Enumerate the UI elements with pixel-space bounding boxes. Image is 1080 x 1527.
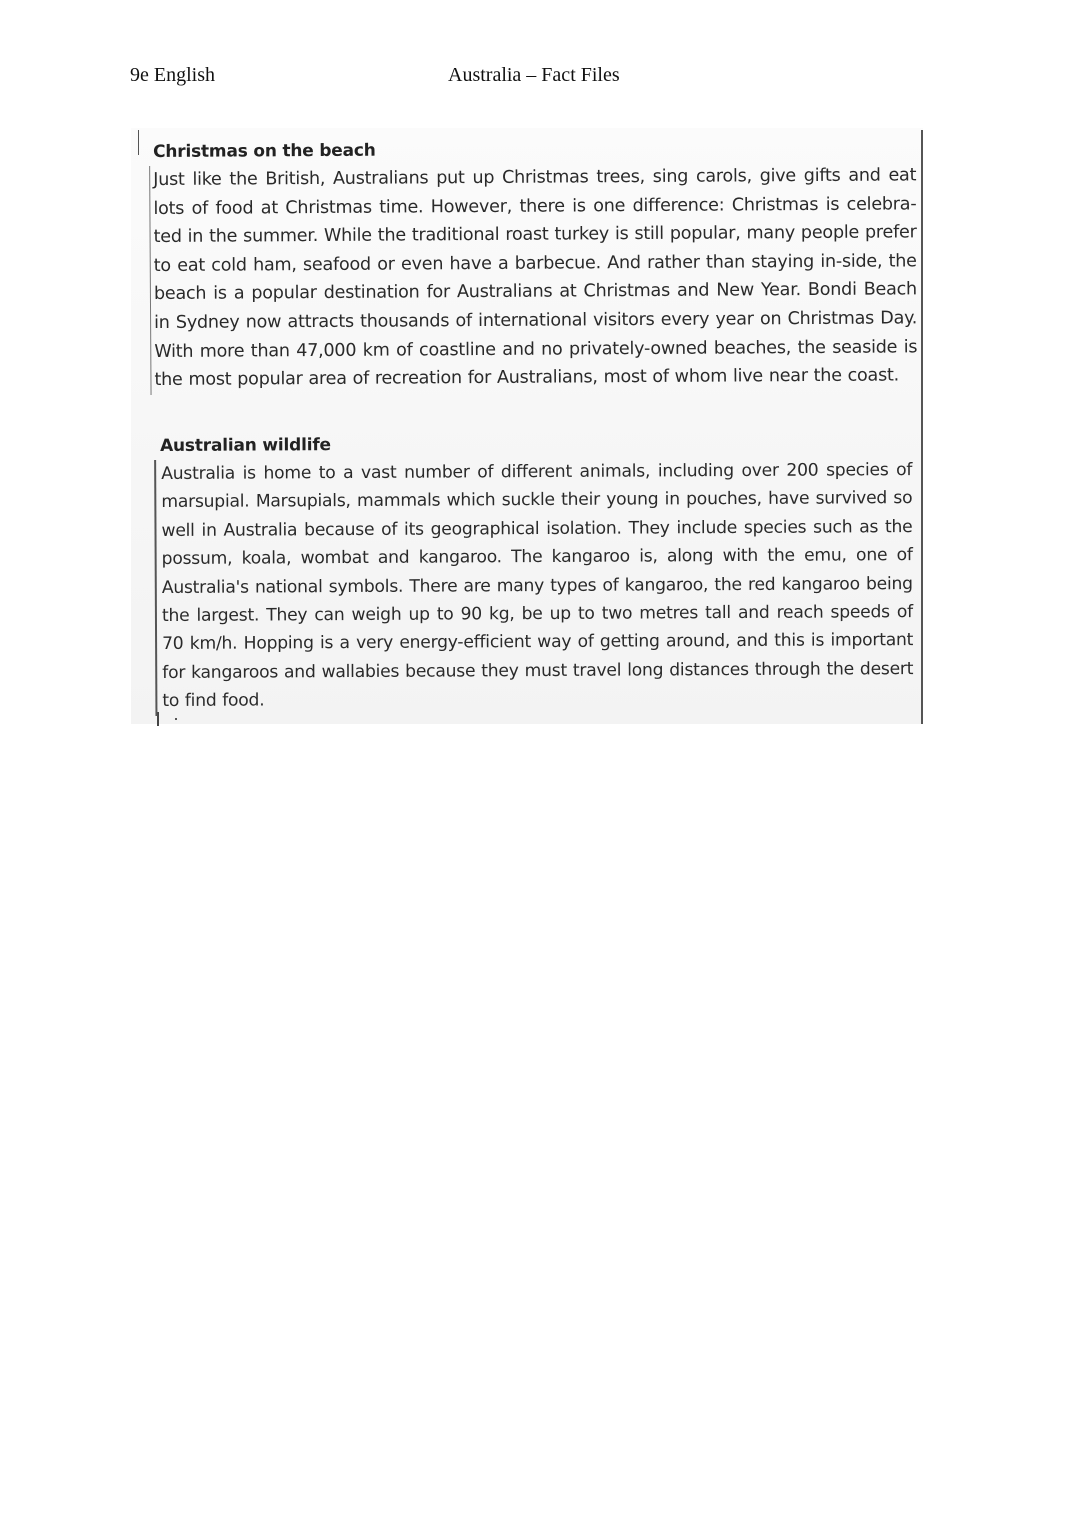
section-body: Australia is home to a vast number of different animals, including over 200 species of marsupial. Marsupials, mammals which suckle their young in pouches, have survived so well in Australia because of its geographical isolation. They include species such as the possum, koala, wombat and kangaroo. The kangaroo is, along with the emu, one of Australia's national symbols. There are many types of kangaroo, the red kangaroo being the largest. They can weigh up to 90 kg, be up to two metres tall and reach speeds of 70 km/h. Hopping is a very energy-efficient way of getting around, and this is important for kangaroos and wallabies because they must travel long distances through the desert to find food. xyxy=(154,456,913,716)
scan-speck xyxy=(175,718,177,720)
scan-right-rule xyxy=(921,130,923,724)
section-christmas-on-the-beach xyxy=(153,137,918,394)
section-heading: Christmas on the beach xyxy=(153,140,376,162)
document-title: Australia – Fact Files xyxy=(448,64,620,86)
section-australian-wildlife xyxy=(160,432,913,716)
course-label: 9e English xyxy=(130,64,215,86)
scan-margin-rule xyxy=(138,130,139,155)
section-body: Just like the British, Australians put up Christmas trees, sing carols, give gifts and eat lots of food at Christmas time. However, there is one difference: Christmas is celebra-ted in the summer. While the traditional roast turkey is still popular, many people prefer to eat cold ham, seafood or even have a barbecue. And rather than staying in-side, the beach is a popular destination for Australians at Christmas and New Year. Bondi Beach in Sydney now attracts thousands of international visitors every year on Christmas Day. With more than 47,000 km of coastline and no privately-owned beaches, the seaside is the most popular area of recreation for Australians, most of whom live near the coast. xyxy=(149,161,917,394)
page-header xyxy=(130,64,950,94)
section-heading: Australian wildlife xyxy=(160,435,331,456)
